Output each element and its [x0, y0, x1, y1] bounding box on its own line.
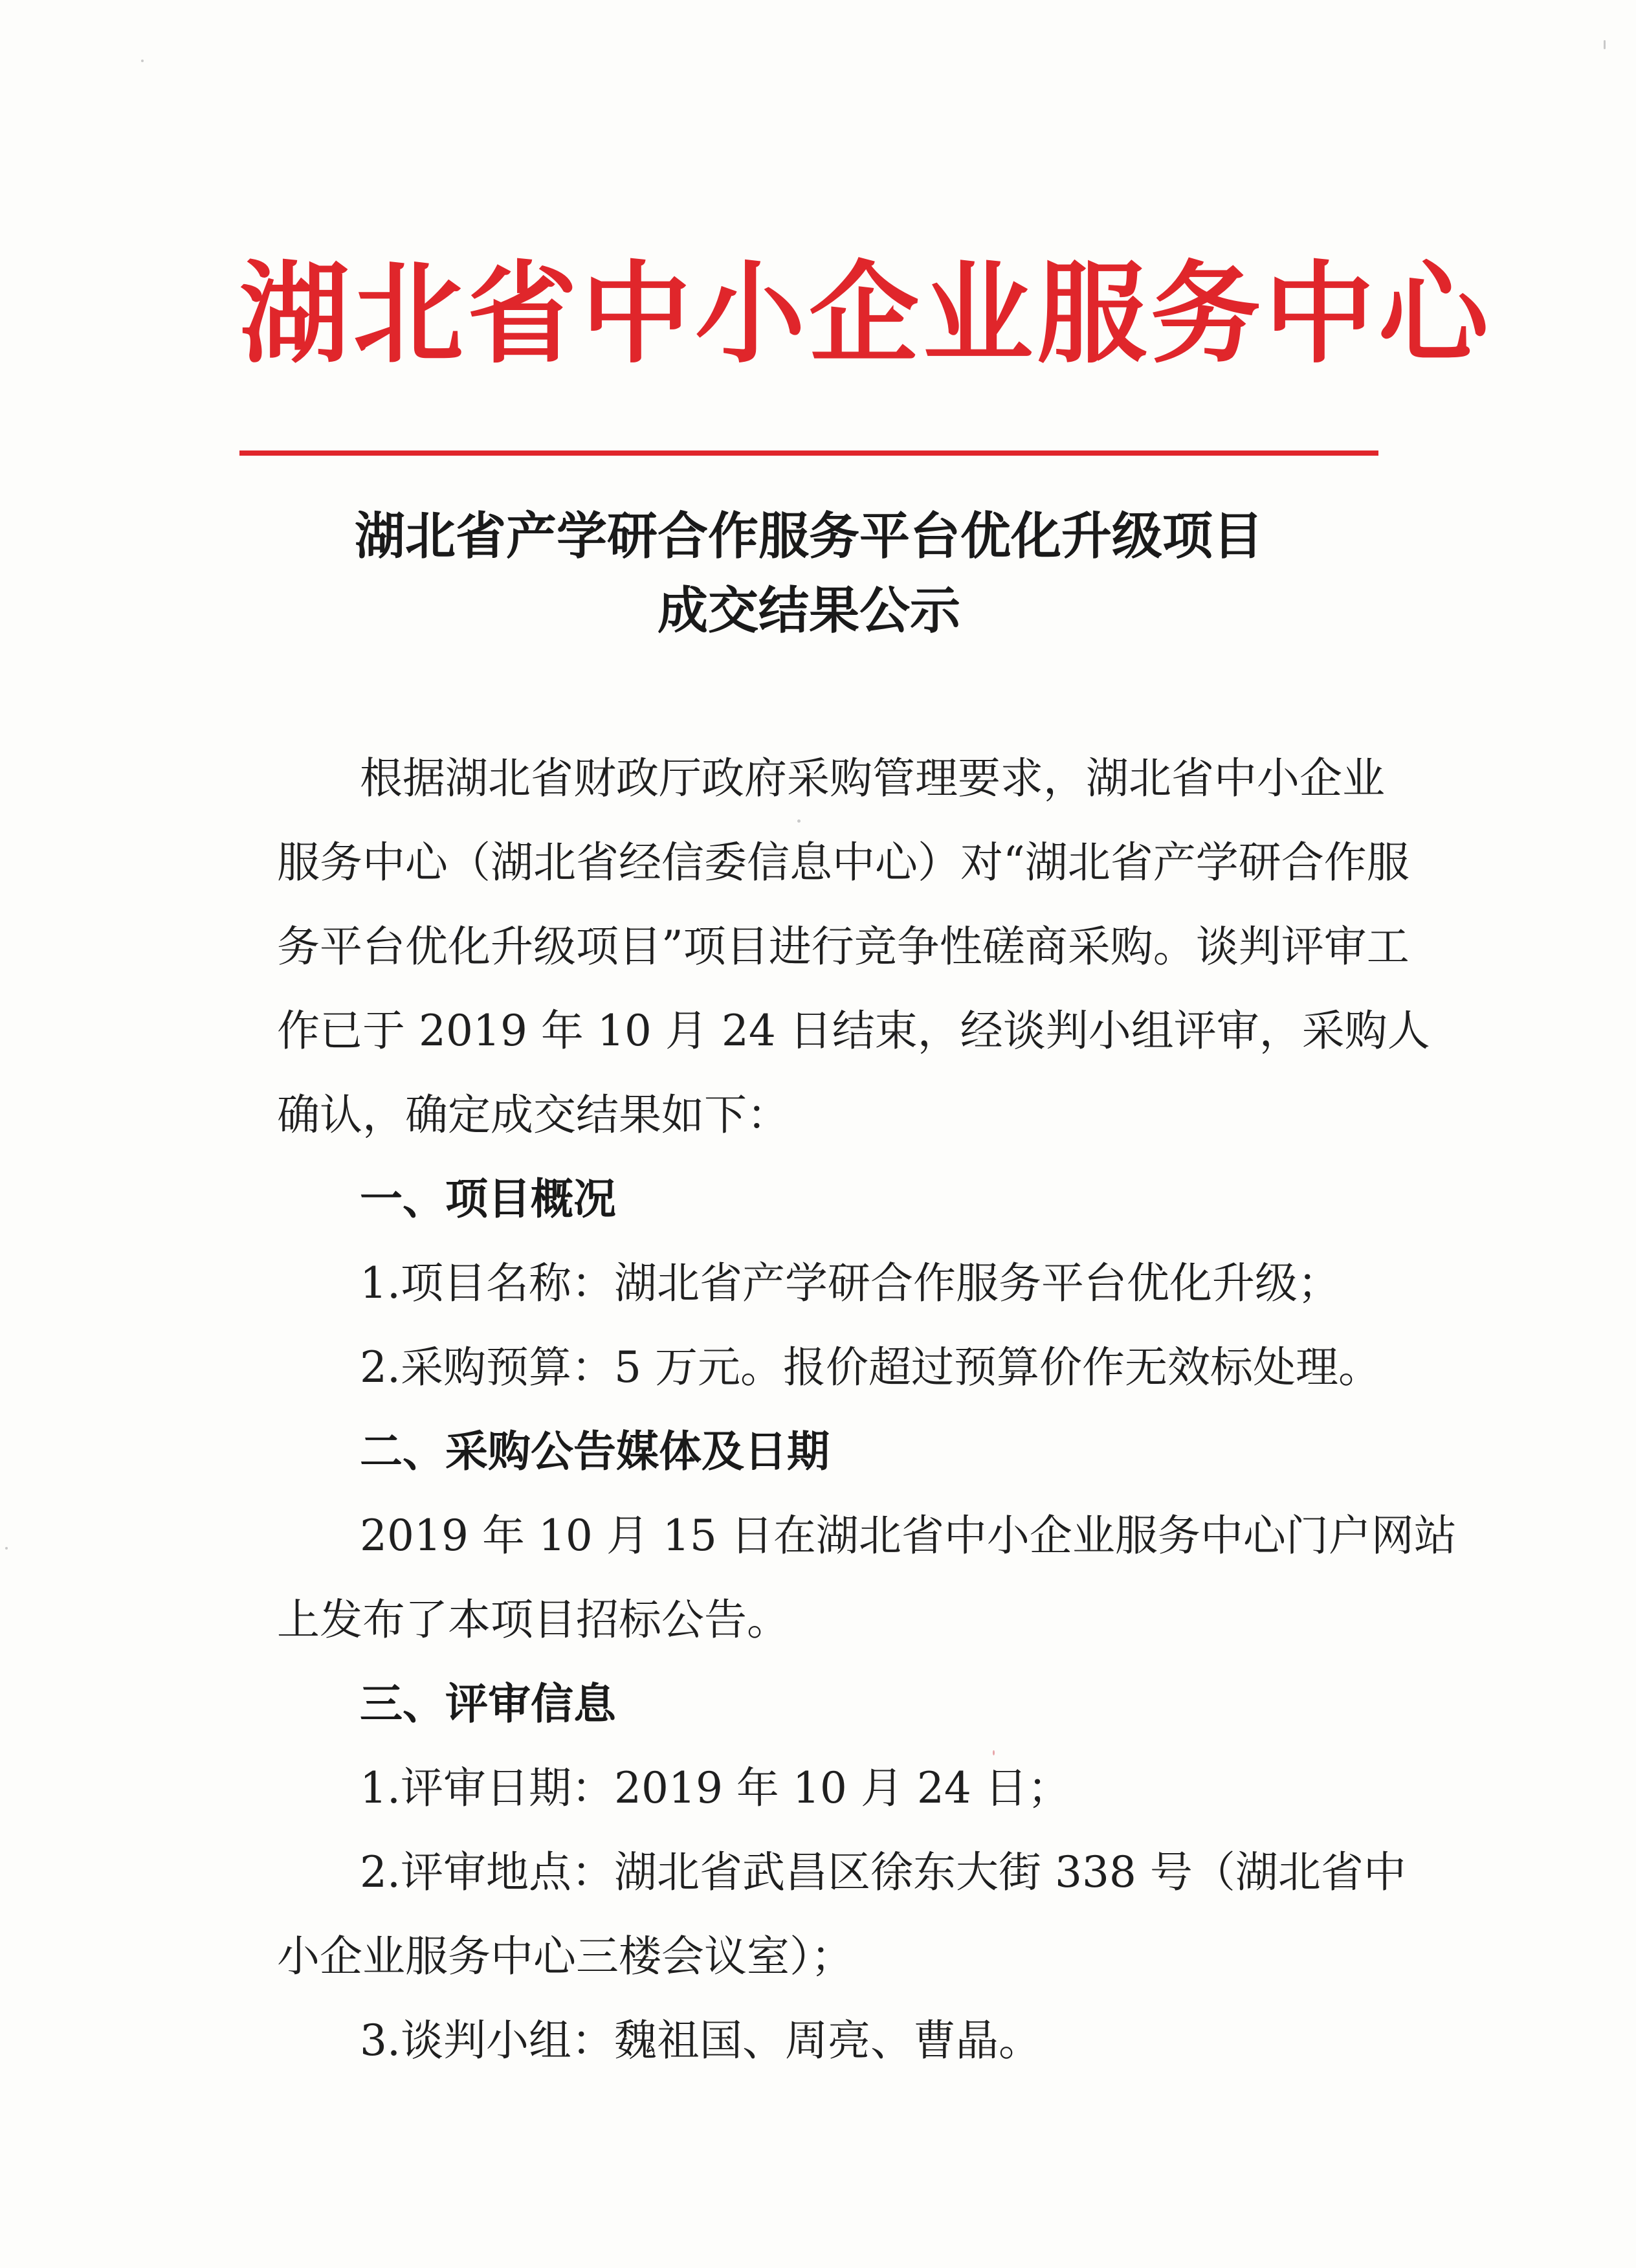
intro-line-3: 务平台优化升级项目”项目进行竞争性磋商采购。谈判评审工 [277, 922, 1409, 972]
intro-line-2: 服务中心（湖北省经信委信息中心）对“湖北省产学研合作服 [277, 838, 1409, 887]
document-title-line-2: 成交结果公示 [657, 582, 960, 640]
project-name-line: 1.项目名称：湖北省产学研合作服务平台优化升级； [360, 1258, 1340, 1308]
intro-line-1: 根据湖北省财政厅政府采购管理要求，湖北省中小企业 [360, 753, 1385, 803]
review-location-line-1: 2.评审地点：湖北省武昌区徐东大街 338 号（湖北省中 [360, 1847, 1406, 1897]
document-title-line-1: 湖北省产学研合作服务平台优化升级项目 [354, 507, 1263, 566]
scan-speck [141, 60, 144, 62]
announcement-line-1: 2019 年 10 月 15 日在湖北省中小企业服务中心门户网站 [360, 1511, 1457, 1561]
scan-speck [797, 819, 801, 823]
letterhead-red-rule [239, 450, 1378, 456]
section-heading-review-info: 三、评审信息 [360, 1679, 616, 1729]
procurement-budget-line: 2.采购预算：5 万元。报价超过预算价作无效标处理。 [360, 1342, 1381, 1392]
intro-line-5: 确认，确定成交结果如下： [277, 1090, 790, 1140]
letterhead-organization: 湖北省中小企业服务中心 [239, 249, 1493, 379]
review-location-line-2: 小企业服务中心三楼会议室）； [277, 1931, 854, 1981]
scan-speck [1604, 40, 1606, 49]
review-date-line: 1.评审日期：2019 年 10 月 24 日； [360, 1763, 1070, 1813]
intro-line-4: 作已于 2019 年 10 月 24 日结束，经谈判小组评审，采购人 [277, 1006, 1430, 1056]
section-heading-project-overview: 一、项目概况 [360, 1174, 616, 1224]
announcement-line-2: 上发布了本项目招标公告。 [277, 1595, 790, 1645]
negotiation-panel-line: 3.谈判小组：魏祖国、周亮、曹晶。 [360, 2016, 1041, 2065]
section-heading-announcement-media: 二、采购公告媒体及日期 [360, 1427, 830, 1476]
scan-speck [5, 1547, 8, 1550]
scan-speck [993, 1750, 995, 1755]
